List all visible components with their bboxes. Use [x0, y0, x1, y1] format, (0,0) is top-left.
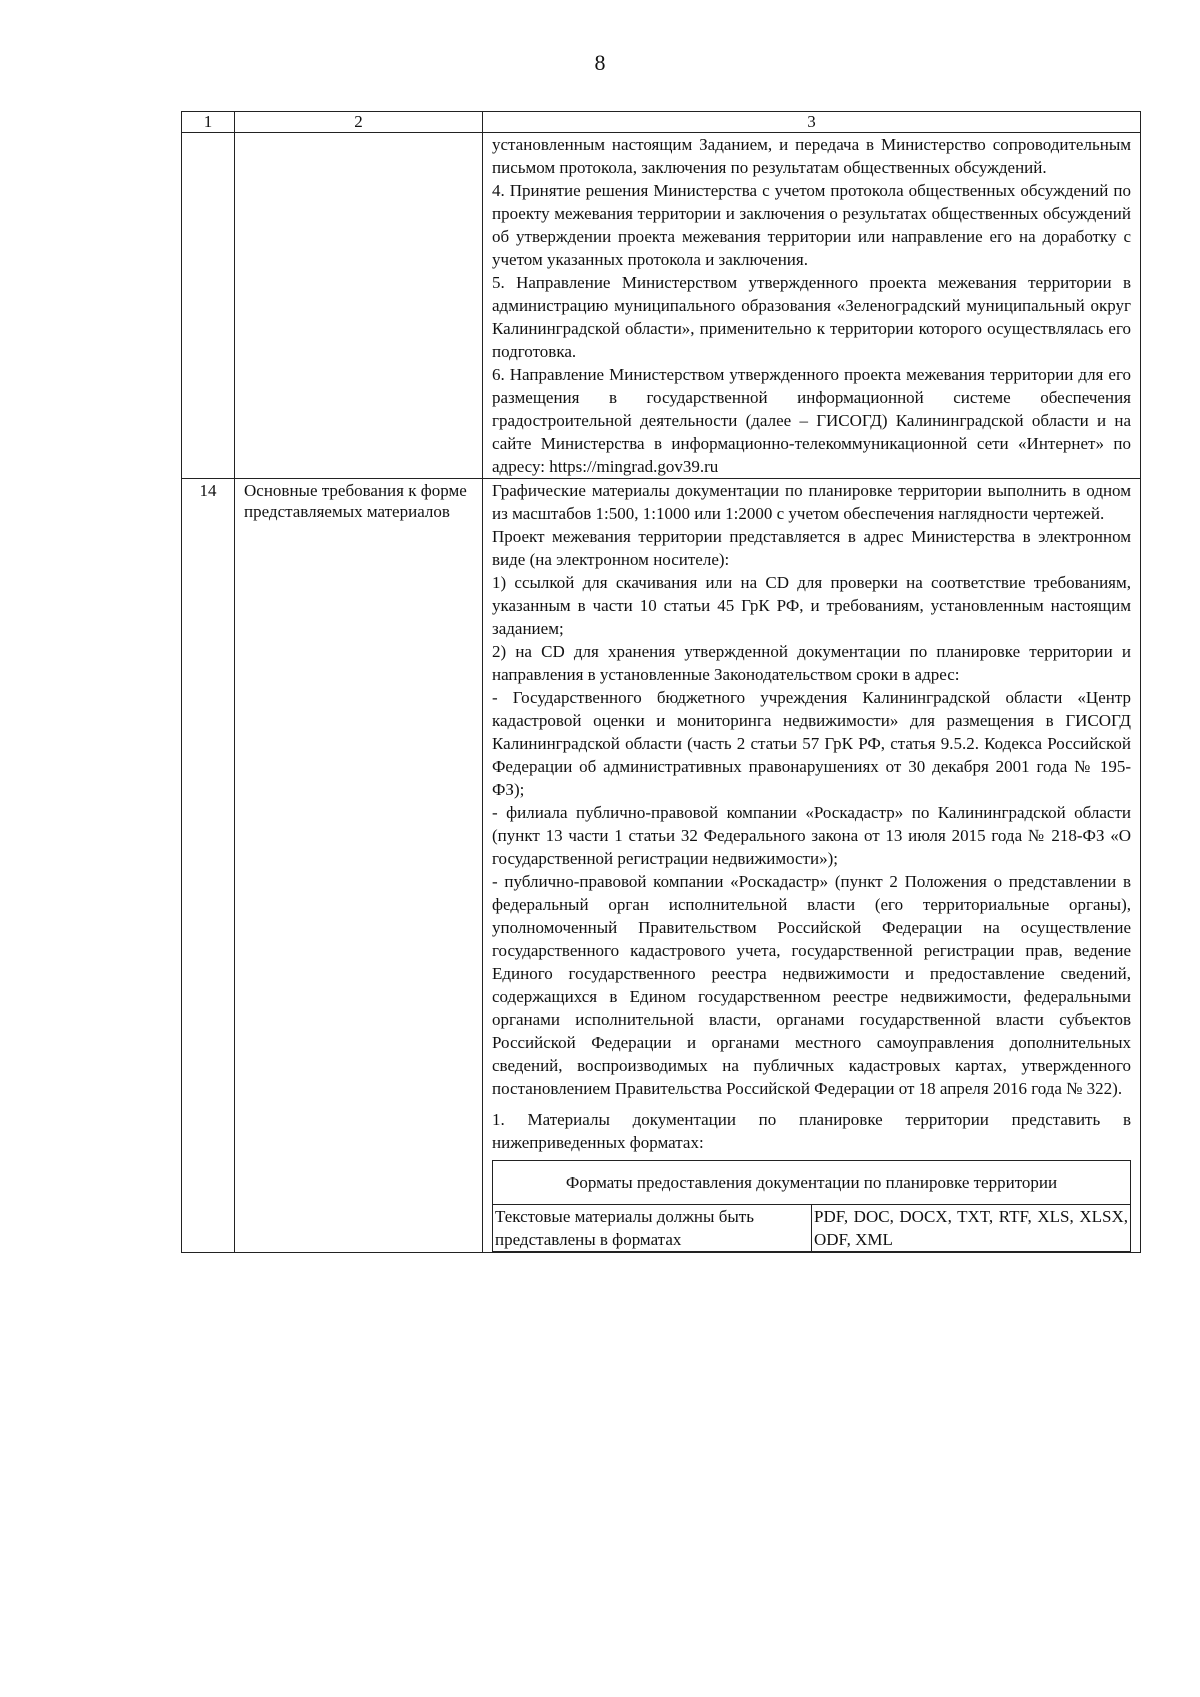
content-paragraph: - публично-правовой компании «Роскадастр» (пункт 2 Положения о представлении в федеральный орган исполнительной власти (его территориальные органы), уполномоченный Правительством Российской Федерации на осуществление государственного кадастрового учета, государственной регистрации прав, ведение Единого государственного реестра недвижимости и предоставление сведений, содержащихся в Едином государственном реестре недвижимости, федеральными органами исполнительной власти, органами государственной власти субъектов Российской Федерации и органами местного самоуправления дополнительных сведений, воспроизводимых на публичных кадастровых картах, утвержденного постановлением Правительства Российской Федерации от 18 апреля 2016 года № 322). [492, 872, 1131, 1098]
header-col-3: 3 [483, 112, 1141, 133]
formats-table [492, 1160, 1131, 1252]
content-paragraph: - филиала публично-правовой компании «Роскадастр» по Калининградской области (пункт 13 части 1 статьи 32 Федерального закона от 13 июля 2015 года № 218-ФЗ «О государственной регистрации недвижимости»); [492, 803, 1131, 868]
content-paragraph: 2) на CD для хранения утвержденной документации по планировке территории и направления в установленные Законодательством сроки в адрес: [492, 642, 1131, 684]
formats-table-row [493, 1205, 1131, 1252]
header-col-2: 2 [235, 112, 483, 133]
formats-value: PDF, DOC, DOCX, TXT, RTF, XLS, XLSX, ODF, XML [812, 1205, 1131, 1252]
content-paragraph: 5. Направление Министерством утвержденного проекта межевания территории в администрацию муниципального образования «Зеленоградский муниципальный округ Калининградской области», применительно к территории которого осуществлялась его подготовка. [492, 273, 1131, 361]
row-content [483, 133, 1141, 479]
row-number [182, 133, 235, 479]
content-paragraph: установленным настоящим Заданием, и передача в Министерство сопроводительным письмом протокола, заключения по результатам общественных обсуждений. [492, 135, 1131, 177]
row-content [483, 479, 1141, 1253]
content-paragraph: - Государственного бюджетного учреждения Калининградской области «Центр кадастровой оценки и мониторинга недвижимости» для размещения в ГИСОГД Калининградской области (часть 2 статьи 57 ГрК РФ, статья 9.5.2. Кодекса Российской Федерации об административных правонарушениях от 30 декабря 2001 года № 195-ФЗ); [492, 688, 1131, 799]
formats-table-title: Форматы предоставления документации по планировке территории [493, 1161, 1131, 1205]
content-paragraph: Графические материалы документации по планировке территории выполнить в одном из масштабов 1:500, 1:1000 или 1:2000 с учетом обеспечения наглядности чертежей. [492, 481, 1131, 523]
requirements-table [181, 111, 1141, 1253]
table-row-continued [182, 133, 1141, 479]
content-paragraph: Проект межевания территории представляется в адрес Министерства в электронном виде (на электронном носителе): [492, 527, 1131, 569]
formats-intro: 1. Материалы документации по планировке территории представить в нижеприведенных форматах: [492, 1110, 1131, 1152]
content-paragraph: 6. Направление Министерством утвержденного проекта межевания территории для его размещения в государственной информационной системе обеспечения градостроительной деятельности (далее – ГИСОГД) Калининградской области и на сайте Министерства в информационно-телекоммуникационной сети «Интернет» по адресу: https://mingrad.gov39.ru [492, 365, 1131, 476]
formats-label: Текстовые материалы должны быть представлены в форматах [493, 1205, 812, 1252]
row-number: 14 [182, 479, 235, 1253]
table-row-14 [182, 479, 1141, 1253]
page-number: 8 [594, 50, 606, 75]
table-header-row [182, 112, 1141, 133]
row-name [235, 133, 483, 479]
header-col-1: 1 [182, 112, 235, 133]
content-paragraph: 4. Принятие решения Министерства с учетом протокола общественных обсуждений по проекту межевания территории и заключения о результатах общественных обсуждений об утверждении проекта межевания территории или направление его на доработку с учетом указанных протокола и заключения. [492, 181, 1131, 269]
content-paragraph: 1) ссылкой для скачивания или на CD для проверки на соответствие требованиям, указанным в части 10 статьи 45 ГрК РФ, и требованиям, установленным настоящим заданием; [492, 573, 1131, 638]
row-name: Основные требования к форме представляемых материалов [235, 479, 483, 1253]
